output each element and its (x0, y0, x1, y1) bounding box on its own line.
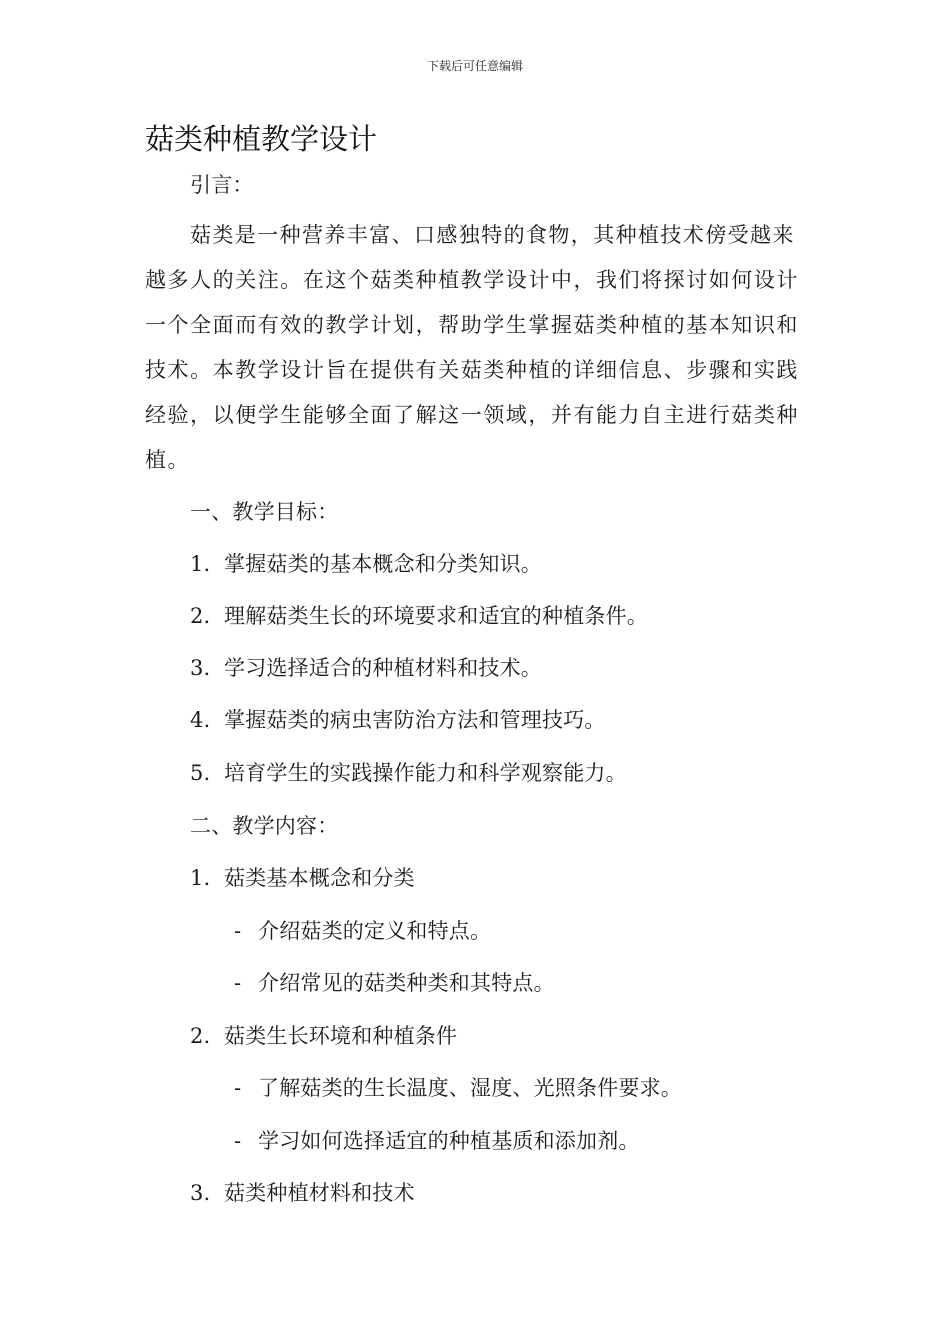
dash-marker: - (234, 971, 242, 995)
content-subitem (234, 1075, 682, 1101)
content-item (190, 865, 415, 891)
content-item (190, 1180, 415, 1206)
content-subitem (234, 918, 491, 944)
dash-marker: - (234, 919, 242, 943)
objective-text: 学习选择适合的种植材料和技术。 (224, 656, 542, 680)
intro-paragraph-line: 经验，以便学生能够全面了解这一领域，并有能力自主进行菇类种 (145, 403, 799, 427)
content-subitem (234, 1128, 640, 1154)
objective-item (190, 655, 542, 681)
dash-marker: - (234, 1129, 242, 1153)
download-note: 下载后可任意编辑 (426, 59, 523, 73)
content-text: 菇类种植材料和技术 (224, 1181, 415, 1205)
intro-paragraph-line: 菇类是一种营养丰富、口感独特的食物，其种植技术傍受越来 (190, 223, 795, 247)
intro-paragraph-line: 植。 (145, 448, 191, 472)
objective-number: 5. (190, 761, 211, 785)
objective-item (190, 707, 606, 733)
intro-paragraph-line: 越多人的关注。在这个菇类种植教学设计中，我们将探讨如何设计 (145, 268, 799, 292)
objective-item (190, 760, 627, 786)
intro-paragraph-line: 一个全面而有效的教学计划，帮助学生掌握菇类种植的基本知识和 (145, 313, 799, 337)
objective-item (190, 603, 648, 629)
subitem-text: 介绍菇类的定义和特点。 (258, 919, 492, 943)
content-number: 2. (190, 1024, 211, 1048)
objective-text: 掌握菇类的病虫害防治方法和管理技巧。 (224, 708, 606, 732)
objective-text: 理解菇类生长的环境要求和适宜的种植条件。 (224, 604, 648, 628)
objective-number: 3. (190, 656, 211, 680)
content-text: 菇类生长环境和种植条件 (224, 1024, 458, 1048)
objective-number: 2. (190, 604, 211, 628)
content-number: 3. (190, 1181, 211, 1205)
subitem-text: 介绍常见的菇类种类和其特点。 (258, 971, 555, 995)
subitem-text: 学习如何选择适宜的种植基质和添加剂。 (258, 1129, 640, 1153)
dash-marker: - (234, 1076, 242, 1100)
objective-number: 1. (190, 552, 211, 576)
section-heading-objectives: 一、教学目标： (190, 500, 339, 524)
intro-paragraph-line: 技术。本教学设计旨在提供有关菇类种植的详细信息、步骤和实践 (145, 358, 799, 382)
subitem-text: 了解菇类的生长温度、湿度、光照条件要求。 (258, 1076, 682, 1100)
section-heading-content: 二、教学内容： (190, 814, 339, 838)
objective-item (190, 551, 542, 577)
objective-text: 掌握菇类的基本概念和分类知识。 (224, 552, 542, 576)
intro-label: 引言： (190, 173, 254, 197)
content-item (190, 1023, 457, 1049)
content-number: 1. (190, 866, 211, 890)
content-text: 菇类基本概念和分类 (224, 866, 415, 890)
document-title: 菇类种植教学设计 (145, 122, 378, 156)
content-subitem (234, 970, 555, 996)
objective-number: 4. (190, 708, 211, 732)
objective-text: 培育学生的实践操作能力和科学观察能力。 (224, 761, 627, 785)
